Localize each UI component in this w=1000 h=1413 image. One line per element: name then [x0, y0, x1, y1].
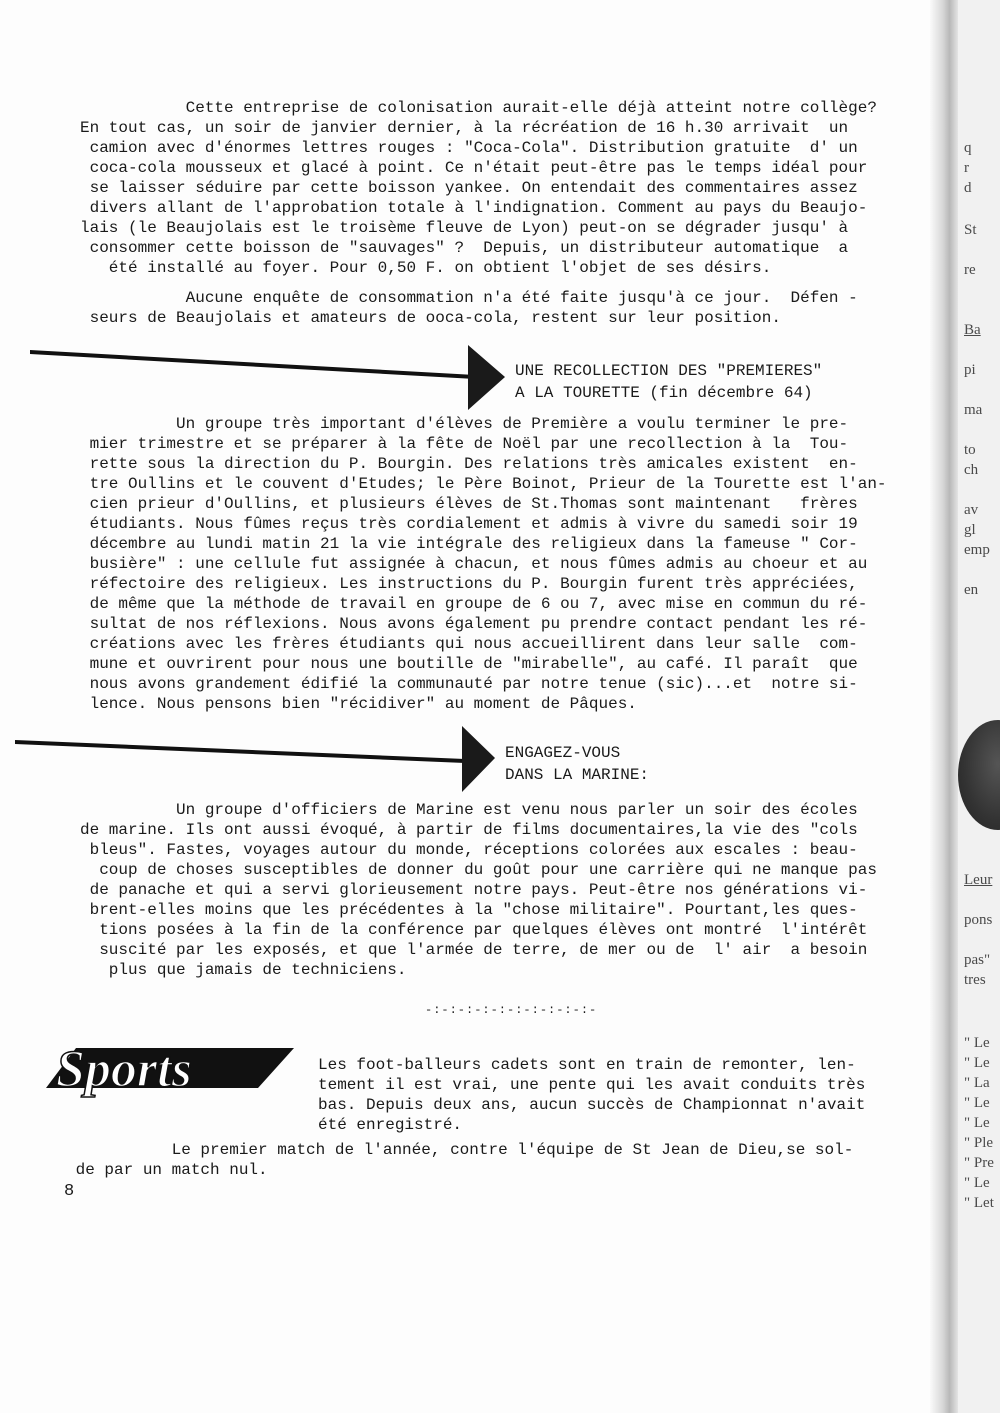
text-line: tions posées à la fin de la conférence par quelques élèves ont montré l'intérêt	[80, 921, 868, 939]
section-heading-marine-line2: DANS LA MARINE:	[505, 766, 650, 784]
adjacent-page-fragment: pons	[964, 912, 993, 928]
text-line: été installé au foyer. Pour 0,50 F. on obtient l'objet de ses désirs.	[80, 259, 772, 277]
text-line: nous avons grandement édifié la communauté par notre tenue (sic)...et notre si-	[80, 675, 858, 693]
adjacent-page-fragment: gl	[964, 522, 976, 538]
text-line: brent-elles moins que les précédentes à la "chose militaire". Pourtant,les ques-	[80, 901, 858, 919]
text-line: bleus". Fastes, voyages autour du monde, réceptions colorées aux escales : beau-	[80, 841, 858, 859]
text-line: Un groupe d'officiers de Marine est venu nous parler un soir des écoles	[80, 801, 858, 819]
text-line: busière" : une cellule fut assignée à chacun, et nous fûmes admis au choeur et au	[80, 555, 868, 573]
arrow-icon	[20, 342, 510, 414]
adjacent-page-fragment: to	[964, 442, 976, 458]
adjacent-page-fragment: " Le	[964, 1095, 990, 1111]
adjacent-page-fragment: av	[964, 502, 979, 518]
adjacent-page-fragment: emp	[964, 542, 990, 558]
sports-logo	[36, 1030, 296, 1100]
text-line: tement il est vrai, une pente qui les avait conduits très	[318, 1076, 866, 1094]
adjacent-page-fragment: " Le	[964, 1055, 990, 1071]
adjacent-page-fragment: " La	[964, 1075, 990, 1091]
text-line: de marine. Ils ont aussi évoqué, à partir de films documentaires,la vie des "cols	[80, 821, 858, 839]
adjacent-page-fragment: pas"	[964, 952, 991, 968]
adjacent-page-fragment: " Le	[964, 1175, 990, 1191]
text-line: En tout cas, un soir de janvier dernier, à la récréation de 16 h.30 arrivait un	[80, 119, 849, 137]
adjacent-page-fragment: d	[964, 180, 972, 196]
text-line: de même que la méthode de travail en groupe de 6 ou 7, avec mise en commun du ré-	[80, 595, 868, 613]
text-line: créations avec les frères étudiants qui nous accueillirent dans leur salle com-	[80, 635, 858, 653]
adjacent-page-fragment: tres	[964, 972, 986, 988]
adjacent-page-fragment: " Let	[964, 1195, 994, 1211]
text-line: bas. Depuis deux ans, aucun succès de Championnat n'avait	[318, 1096, 866, 1114]
adjacent-page-fragment: " Pre	[964, 1155, 994, 1171]
adjacent-page-fragment: Leur	[964, 872, 993, 888]
adjacent-page-image	[958, 720, 1000, 830]
text-line: consommer cette boisson de "sauvages" ? Depuis, un distributeur automatique a	[80, 239, 849, 257]
text-line: Aucune enquête de consommation n'a été faite jusqu'à ce jour. Défen -	[80, 289, 858, 307]
sports-logo-text: Sports	[56, 1041, 192, 1098]
adjacent-page-fragment: re	[964, 262, 976, 278]
separator: -:-:-:-:-:-:-:-:-:-:-	[425, 1003, 598, 1017]
text-line: Le premier match de l'année, contre l'équipe de St Jean de Dieu,se sol-	[66, 1141, 854, 1159]
text-line: coup de choses susceptibles de donner du goût pour une carrière qui ne manque pas	[80, 861, 877, 879]
adjacent-page-fragment: q	[964, 140, 972, 156]
adjacent-page-fragment: ma	[964, 402, 983, 418]
text-line: décembre au lundi matin 21 la vie intégrale des religieux dans la fameuse " Cor-	[80, 535, 858, 553]
page-number: 8	[64, 1182, 75, 1201]
section-heading-recollection-line2: A LA TOURETTE (fin décembre 64)	[515, 384, 813, 402]
text-line: lais (le Beaujolais est le troisème fleuve de Lyon) peut-on se dégrader jusqu' à	[80, 219, 849, 237]
text-line: sultat de nos réflexions. Nous avons également pu prendre contact pendant les ré-	[80, 615, 868, 633]
section-heading-marine-line1: ENGAGEZ-VOUS	[505, 744, 621, 762]
text-line: réfectoire des religieux. Les instructions du P. Bourgin furent très appréciées,	[80, 575, 858, 593]
adjacent-page	[958, 0, 1000, 1413]
arrow-icon	[10, 726, 500, 796]
adjacent-page-fragment: r	[964, 160, 969, 176]
text-line: seurs de Beaujolais et amateurs de ooca-cola, restent sur leur position.	[80, 309, 781, 327]
adjacent-page-fragment: St	[964, 222, 977, 238]
text-line: lence. Nous pensons bien "récidiver" au moment de Pâques.	[80, 695, 637, 713]
text-line: plus que jamais de techniciens.	[80, 961, 407, 979]
text-line: de par un match nul.	[66, 1161, 268, 1179]
text-line: Les foot-balleurs cadets sont en train de remonter, len-	[318, 1056, 856, 1074]
text-line: mune et ouvrirent pour nous une boutille de "mirabelle", au café. Il paraît que	[80, 655, 858, 673]
section-heading-recollection-line1: UNE RECOLLECTION DES "PREMIERES"	[515, 362, 823, 380]
adjacent-page-fragment: " Le	[964, 1115, 990, 1131]
text-line: étudiants. Nous fûmes reçus très cordialement et admis à vivre du samedi soir 19	[80, 515, 858, 533]
text-line: Un groupe très important d'élèves de Première a voulu terminer le pre-	[80, 415, 849, 433]
adjacent-page-fragment: pi	[964, 362, 976, 378]
text-line: coca-cola mousseux et glacé à point. Ce n'était peut-être pas le temps idéal pour	[80, 159, 868, 177]
text-line: rette sous la direction du P. Bourgin. Des relations très amicales existent en-	[80, 455, 858, 473]
page-binding-shadow	[930, 0, 958, 1413]
text-line: de panache et qui a servi glorieusement notre pays. Peut-être nos générations vi-	[80, 881, 868, 899]
adjacent-page-fragment: " Le	[964, 1035, 990, 1051]
text-line: été enregistré.	[318, 1116, 463, 1134]
adjacent-page-fragment: Ba	[964, 322, 981, 338]
adjacent-page-fragment: en	[964, 582, 979, 598]
text-line: suscité par les exposés, et que l'armée de terre, de mer ou de l' air a besoin	[80, 941, 868, 959]
text-line: Cette entreprise de colonisation aurait-elle déjà atteint notre collège?	[80, 99, 877, 117]
text-line: divers allant de l'approbation totale à l'indignation. Comment au pays du Beaujo-	[80, 199, 868, 217]
text-line-coca-cola: camion avec d'énormes lettres rouges : "Coca-Cola". Distribution gratuite d' un	[80, 139, 858, 157]
adjacent-page-fragment: " Ple	[964, 1135, 994, 1151]
text-line: mier trimestre et se préparer à la fête de Noël par une recollection à la Tou-	[80, 435, 849, 453]
adjacent-page-fragment: ch	[964, 462, 979, 478]
text-line: tre Oullins et le couvent d'Etudes; le Père Boinot, Prieur de la Tourette est l'an-	[80, 475, 887, 493]
text-line: se laisser séduire par cette boisson yankee. On entendait des commentaires assez	[80, 179, 858, 197]
text-line: cien prieur d'Oullins, et plusieurs élèves de St.Thomas sont maintenant frères	[80, 495, 858, 513]
